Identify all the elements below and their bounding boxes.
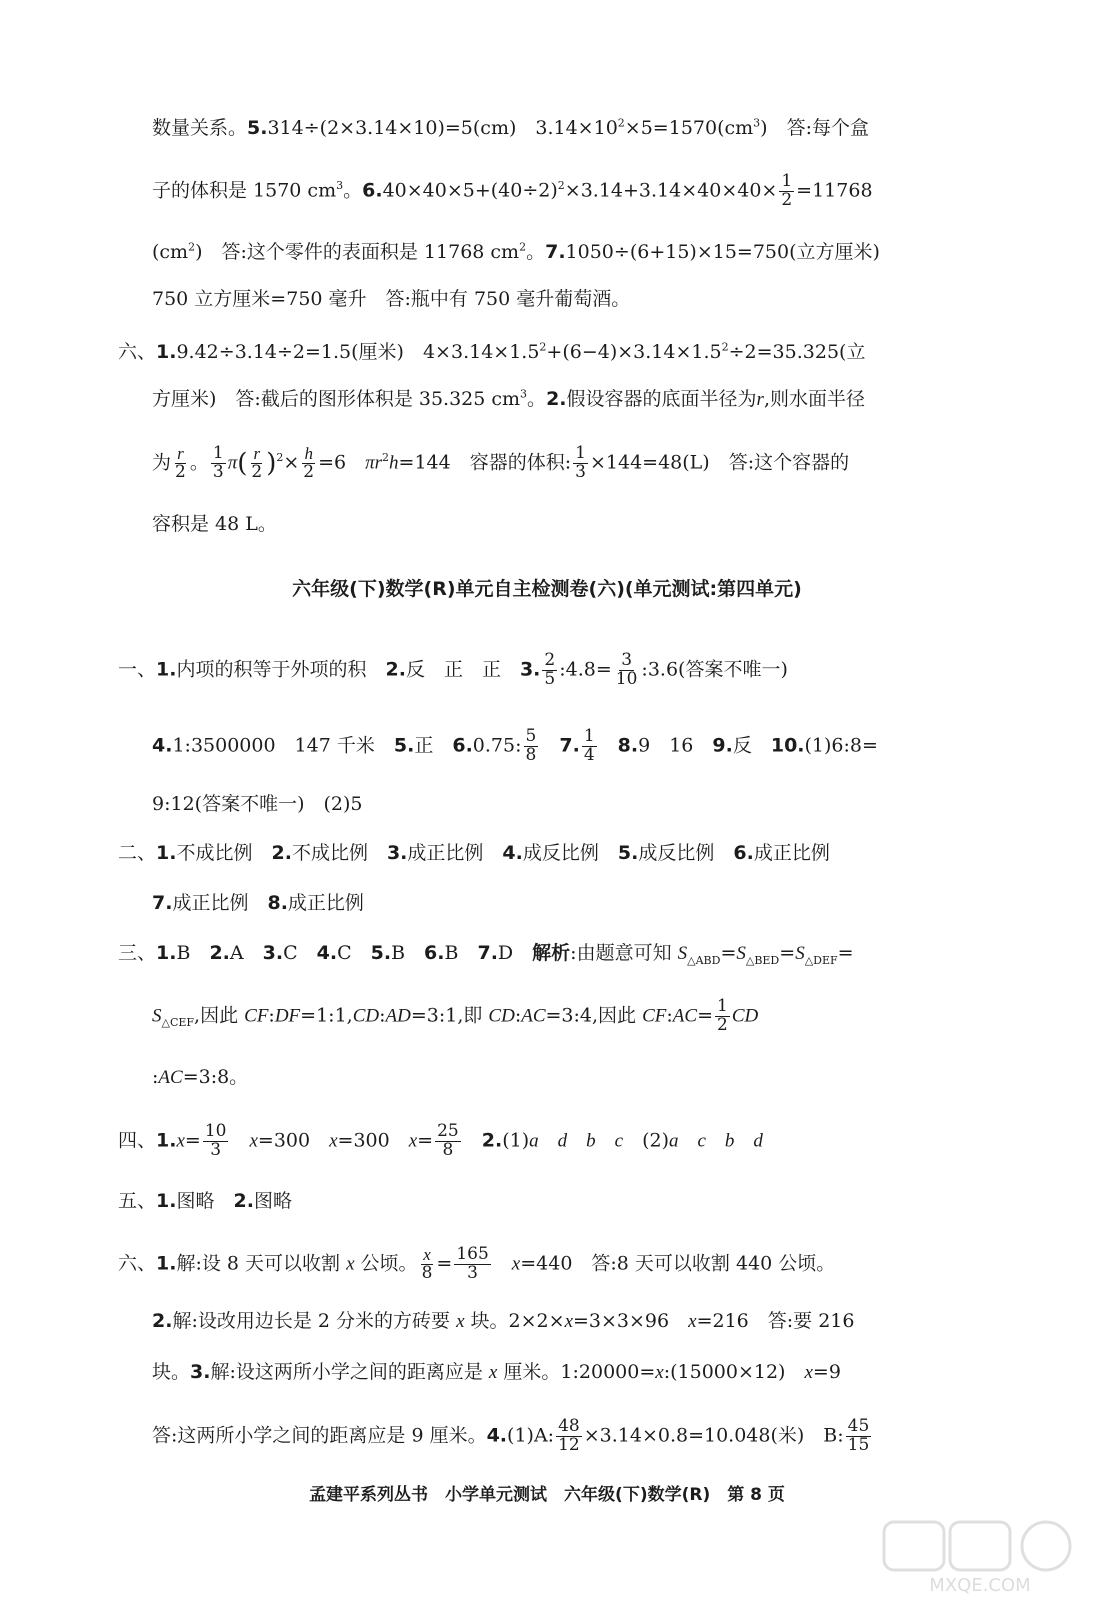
answer-line-11: 9:12(答案不唯一) (2)5 — [152, 793, 363, 815]
fraction: $\frac{x}{8}$ — [421, 1245, 433, 1283]
fraction: $\frac{45}{15}$ — [847, 1416, 870, 1455]
answer-line-10: 4.1:3500000 147 千米 5.正 6.0.75: $\frac{5}{8}$ 7. $\frac{1}{4}$ 8.9 16 9.反 10.(1)6:8= — [152, 726, 878, 765]
fraction: $\frac{1}{3}$ — [575, 443, 586, 482]
answer-line-20: 2.解:设改用边长是 2 分米的方砖要 x 块。2×2×x=3×3×96 x=216 答:要 216 — [152, 1310, 855, 1332]
answer-line-18: 五、1.图略 2.图略 — [118, 1190, 292, 1212]
fraction: $\frac{1}{2}$ — [716, 996, 728, 1035]
fraction: $\frac{1}{3}$ — [212, 443, 224, 482]
fraction: $\frac{h}{2}$ — [303, 444, 315, 482]
fraction: $\frac{165}{3}$ — [456, 1244, 489, 1283]
watermark-logo — [880, 1516, 1080, 1596]
answer-line-13: 7.成正比例 8.成正比例 — [152, 892, 364, 914]
answer-line-12: 二、1.不成比例 2.不成比例 3.成正比例 4.成反比例 5.成反比例 6.成正比例 — [118, 842, 830, 864]
page-number: 8 — [750, 1485, 762, 1505]
fraction: $\frac{2}{5}$ — [544, 650, 556, 689]
fraction: $\frac{r}{2}$ — [251, 444, 263, 482]
answer-line-7: 为 $\frac{r}{2}$ 。 $\frac{1}{3}$ π( $\frac{r}{2}$ )$^2$× $\frac{h}{2}$ =6 $\pi r^2h=144$ 容器的体积: $\frac{1}{3}$ ×144=48(L) 答:这个容器的 — [152, 443, 850, 482]
fraction: $\frac{1}{2}$ — [781, 171, 793, 210]
answer-line-15: $S_{\triangle CEF}$,因此 CF:DF=1:1,CD:AD=3:1,即 CD:AC=3:4,因此 CF:AC= $\frac{1}{2}$ CD — [152, 996, 759, 1035]
fraction: $\frac{r}{2}$ — [175, 444, 186, 482]
watermark-text: MXQE.COM — [929, 1575, 1031, 1596]
answer-line-21: 块。3.解:设这两所小学之间的距离应是 x 厘米。1:20000=x:(15000×12) x=9 — [152, 1361, 841, 1383]
answer-line-16: :AC=3:8。 — [152, 1066, 249, 1088]
fraction: $\frac{3}{10}$ — [615, 650, 638, 689]
page-footer: 孟建平系列丛书 小学单元测试 六年级(下)数学(R) 第 8 页 — [309, 1485, 785, 1505]
watermark-icon — [880, 1516, 1080, 1576]
section-title: 六年级(下)数学(R)单元自主检测卷(六)(单元测试:第四单元) — [292, 578, 802, 600]
answer-line-5: 六、1.9.42÷3.14÷2=1.5(厘米) $4\times 3.14\times 1.5^2+(6-4)\times 3.14\times 1.5^2\div 2=35.325$(立 — [118, 340, 866, 363]
answer-line-19: 六、1.解:设 8 天可以收割 x 公顷。 $\frac{x}{8}$ = $\frac{165}{3}$ x=440 答:8 天可以收割 440 公顷。 — [118, 1244, 836, 1283]
answer-line-1: 数量关系。5.314÷(2×3.14×10)=5(cm) $3.14\times 10^2\times 5=1570(cm^3)$ 答:每个盒 — [152, 116, 869, 139]
answer-line-14: 三、1.B 2.A 3.C 4.C 5.B 6.B 7.D 解析:由题意可知 $S_{\triangle ABD}=S_{\triangle BED}=S_{\triangle DEF}=$ — [118, 942, 854, 967]
fraction: $\frac{5}{8}$ — [525, 726, 537, 765]
answer-line-22: 答:这两所小学之间的距离应是 9 厘米。4.(1)A: $\frac{48}{12}$ ×3.14×0.8=10.048(米) B: $\frac{45}{15}$ — [152, 1416, 870, 1455]
fraction: $\frac{25}{8}$ — [437, 1121, 459, 1160]
answer-line-2: 子的体积是 1570 $cm^3$。$6.40\times 40\times 5+(40\div 2)^2\times 3.14+3.14\times 40\times 40\times$ $\frac{1}{2}$ =11768 — [152, 171, 873, 210]
answer-line-6: 方厘米) 答:截后的图形体积是 35.325 $cm^3$。2.假设容器的底面半径为r,则水面半径 — [152, 387, 865, 410]
answer-line-9: 一、1.内项的积等于外项的积 2.反 正 正 3. $\frac{2}{5}$ :4.8= $\frac{3}{10}$ :3.6(答案不唯一) — [118, 650, 788, 689]
fraction: $\frac{10}{3}$ — [204, 1121, 227, 1160]
answer-line-4: 750 立方厘米=750 毫升 答:瓶中有 750 毫升葡萄酒。 — [152, 288, 631, 310]
fraction: $\frac{1}{4}$ — [583, 726, 595, 765]
answer-line-3: $(cm^2)$ 答:这个零件的表面积是 11768 $cm^2$。7.1050÷(6+15)×15=750(立方厘米) — [152, 240, 880, 263]
fraction: $\frac{48}{12}$ — [558, 1416, 580, 1455]
answer-line-17: 四、1.x= $\frac{10}{3}$ x=300 x=300 x= $\frac{25}{8}$ 2.(1)a d b c (2)a c b d — [118, 1121, 763, 1160]
answer-line-8: 容积是 48 L。 — [152, 513, 277, 535]
